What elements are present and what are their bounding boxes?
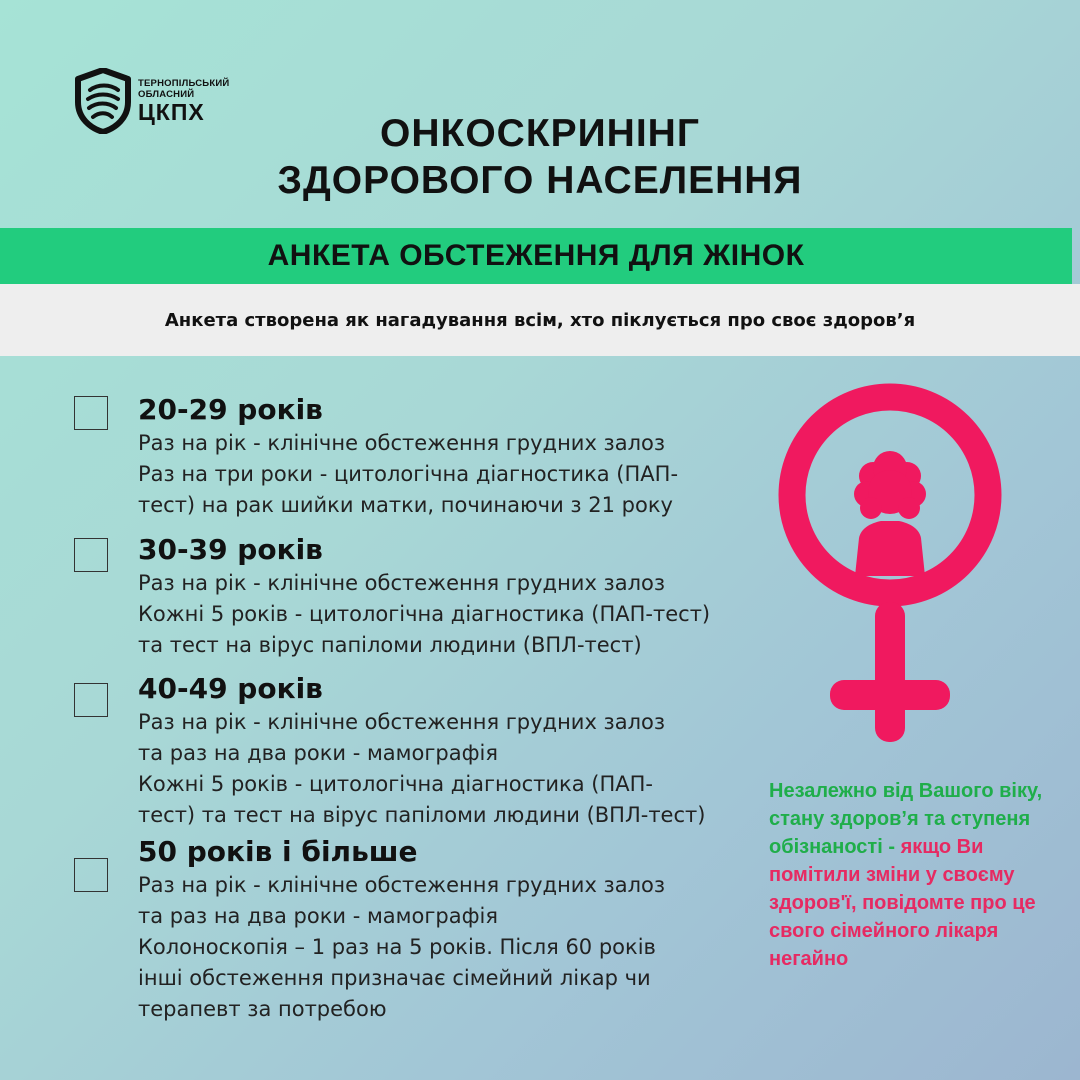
group-line: Колоноскопія – 1 раз на 5 років. Після 60 років bbox=[138, 935, 656, 959]
logo-line-1: ТЕРНОПІЛЬСЬКИЙ bbox=[138, 78, 230, 89]
checkbox-20-29[interactable] bbox=[74, 396, 108, 430]
note-pink-text: якщо Ви помітили зміни у своєму здоров'ї, повідомте про це свого сімейного лікаря негайно bbox=[769, 836, 1036, 970]
reminder-note bbox=[769, 777, 1049, 973]
group-line: тест) на рак шийки матки, починаючи з 21 року bbox=[138, 493, 673, 517]
group-line: та тест на вірус папіломи людини (ВПЛ-тест) bbox=[138, 633, 642, 657]
female-symbol bbox=[775, 380, 1005, 754]
group-line: Кожні 5 років - цитологічна діагностика (ПАП- bbox=[138, 772, 654, 796]
group-line: Кожні 5 років - цитологічна діагностика (ПАП-тест) bbox=[138, 602, 711, 626]
checkbox-40-49[interactable] bbox=[74, 683, 108, 717]
age-label: 40-49 років bbox=[138, 672, 323, 705]
subtitle-band bbox=[0, 228, 1072, 284]
age-label: 30-39 років bbox=[138, 533, 323, 566]
female-symbol-icon bbox=[775, 380, 1005, 750]
logo-line-2: ОБЛАСНИЙ bbox=[138, 89, 195, 100]
group-line: Раз на рік - клінічне обстеження грудних залоз bbox=[138, 873, 666, 897]
group-line: Раз на рік - клінічне обстеження грудних залоз bbox=[138, 431, 666, 455]
page-title bbox=[0, 110, 1080, 204]
group-line: Раз на три роки - цитологічна діагностика (ПАП- bbox=[138, 462, 679, 486]
intro-text: Анкета створена як нагадування всім, хто піклується про своє здоров’я bbox=[164, 309, 916, 331]
group-line: та раз на два роки - мамографія bbox=[138, 904, 499, 928]
group-line: та раз на два роки - мамографія bbox=[138, 741, 499, 765]
group-line: тест) та тест на вірус папіломи людини (ВПЛ-тест) bbox=[138, 803, 706, 827]
group-line: Раз на рік - клінічне обстеження грудних залоз bbox=[138, 571, 666, 595]
group-line: інші обстеження призначає сімейний лікар чи bbox=[138, 966, 651, 990]
group-line: терапевт за потребою bbox=[138, 997, 387, 1021]
age-label: 50 років і більше bbox=[138, 835, 418, 868]
title-line-1: ОНКОСКРИНІНГ bbox=[380, 112, 700, 155]
subtitle: АНКЕТА ОБСТЕЖЕННЯ ДЛЯ ЖІНОК bbox=[267, 239, 805, 272]
intro-band bbox=[0, 284, 1080, 356]
checkbox-30-39[interactable] bbox=[74, 538, 108, 572]
title-line-2: ЗДОРОВОГО НАСЕЛЕННЯ bbox=[277, 159, 803, 202]
woman-silhouette-icon bbox=[854, 451, 926, 576]
note-green-text: Незалежно від Вашого віку, стану здоров’я та ступеня обізнаності - bbox=[769, 780, 1043, 858]
age-label: 20-29 років bbox=[138, 393, 323, 426]
checkbox-50-plus[interactable] bbox=[74, 858, 108, 892]
group-line: Раз на рік - клінічне обстеження грудних залоз bbox=[138, 710, 666, 734]
logo-abbr: ЦКПХ bbox=[138, 99, 205, 125]
